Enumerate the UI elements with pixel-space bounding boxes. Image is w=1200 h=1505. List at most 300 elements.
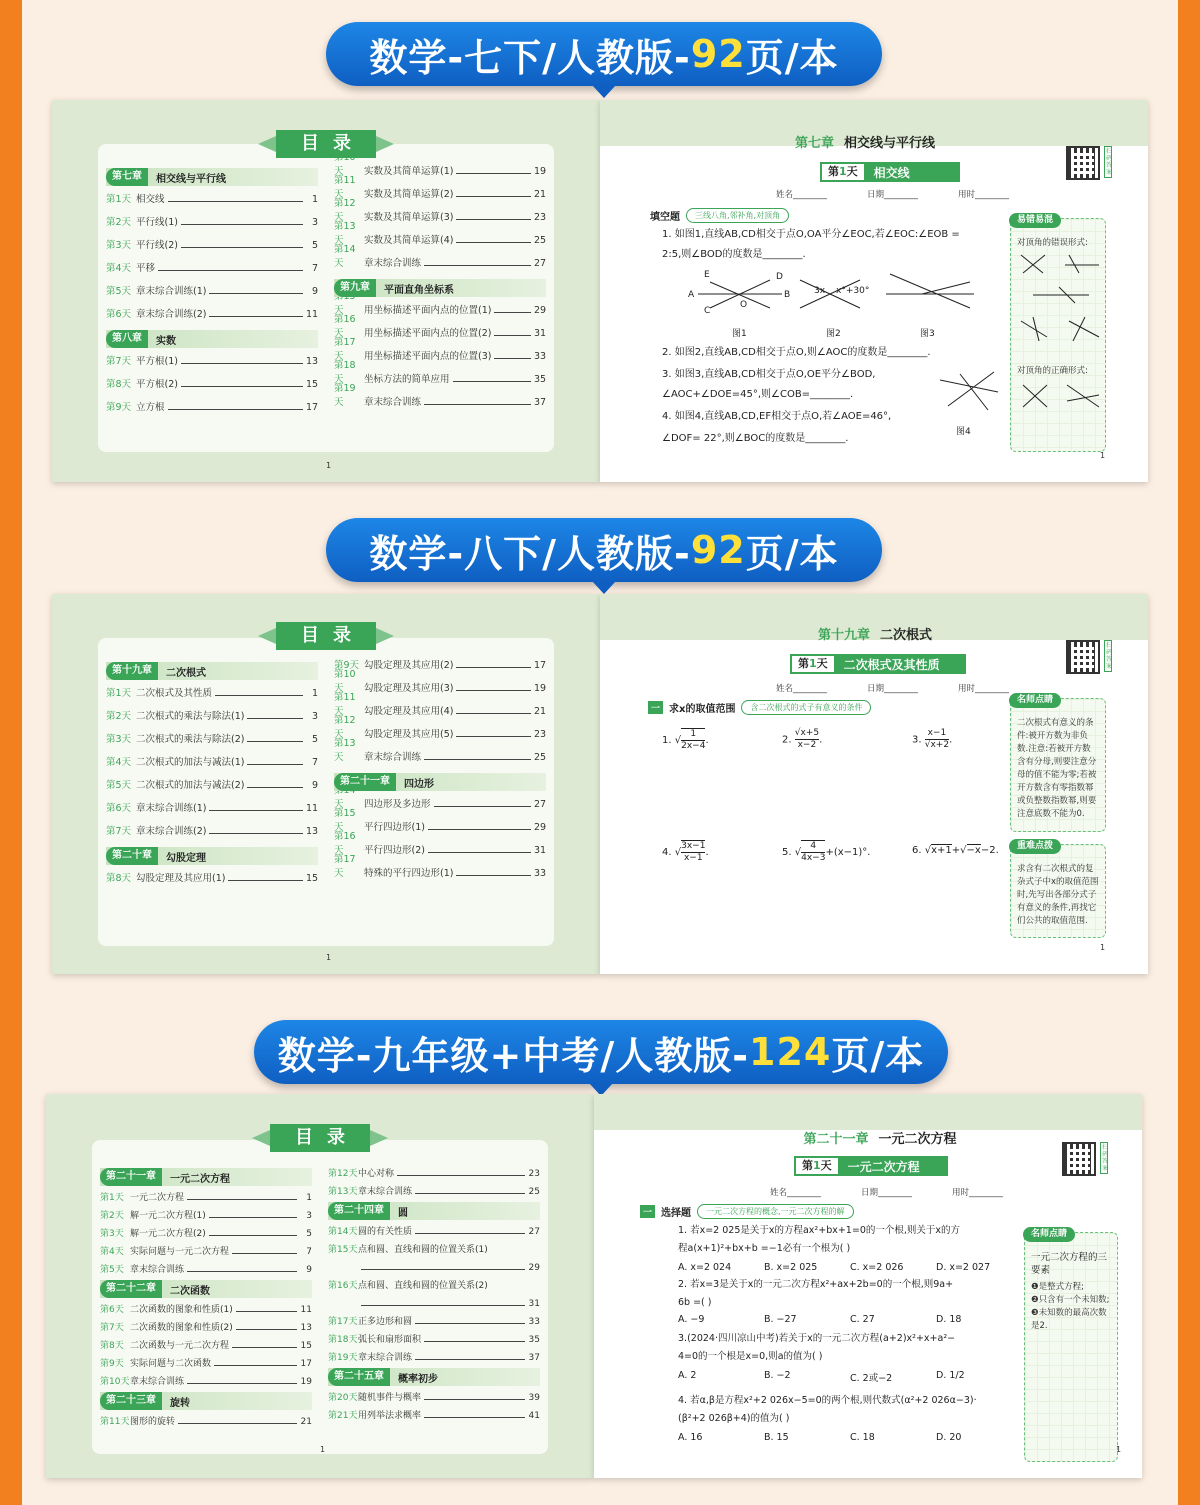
- question-1b: 程a(x+1)²+bx+b =−1必有一个根为( ): [678, 1243, 851, 1254]
- label-o: O: [740, 300, 748, 310]
- toc-entry[interactable]: [334, 658, 546, 671]
- banner-text: 数学-七下/人教版-: [369, 35, 691, 80]
- page-number: 1: [1116, 1445, 1122, 1454]
- toc-page: 33: [534, 868, 547, 879]
- time-field[interactable]: 用时________: [958, 190, 1010, 200]
- toc-title-text: 平行线(2): [136, 240, 178, 251]
- toc-page-grade9: [46, 1094, 594, 1478]
- toc-title-text: 二次函数的图象和性质(1): [130, 1305, 233, 1315]
- toc-title-text: 章末综合训练(1): [136, 803, 207, 814]
- toc-page: 21: [300, 1417, 312, 1427]
- toc-title: 目录: [270, 1124, 370, 1152]
- toc-entry[interactable]: [334, 198, 547, 223]
- chapter-name: 相交线与平行线: [156, 173, 226, 185]
- toc-title-text: 勾股定理及其应用(2): [364, 660, 454, 671]
- toc-page: 31: [528, 1299, 540, 1309]
- toc-entry[interactable]: [106, 778, 318, 791]
- toc-day: 第16天: [328, 1281, 358, 1291]
- root-item-5: 5. √ $\frac{4}{4x-3}$ +(x−1)°.: [782, 841, 871, 863]
- toc-page: 9: [311, 286, 318, 297]
- toc-page: 37: [528, 1353, 540, 1363]
- toc-entry[interactable]: [106, 871, 318, 884]
- key-tip-box: [1010, 841, 1106, 938]
- date-field[interactable]: 日期________: [867, 190, 919, 200]
- label-d: D: [776, 272, 783, 282]
- toc-page: 21: [534, 706, 547, 717]
- banner-text: 数学-九年级+中考/人教版-: [277, 1033, 750, 1078]
- qr-code-icon[interactable]: [1066, 146, 1100, 180]
- toc-day: 第8天: [100, 1341, 124, 1351]
- toc-col-2: [334, 164, 546, 418]
- master-tip-text: 二次根式有意义的条件:被开方数为非负数.注意:若被开方数含有分母,则要注意分母的值不能为零;若被开方数含有零指数幂或负整数指数幂,则要注意底数不能为0.: [1017, 718, 1097, 819]
- toc-page: 27: [534, 799, 547, 810]
- toc-day: 第4天: [100, 1247, 124, 1257]
- toc-leader: [456, 713, 531, 714]
- toc-leader: [236, 1311, 297, 1312]
- toc-title: 目录: [276, 622, 376, 650]
- day-heading: [790, 654, 966, 674]
- toc-entry[interactable]: [334, 303, 546, 316]
- chapter-name: 平面直角坐标系: [384, 284, 454, 296]
- toc-day: 第13天: [334, 221, 356, 246]
- toc-leader: [209, 810, 303, 811]
- question-type-label: 求x的取值范围: [669, 704, 736, 715]
- toc-title-text: 图形的旋转: [130, 1417, 176, 1427]
- toc-page: 21: [534, 189, 547, 200]
- toc-leader: [456, 242, 531, 243]
- option-d[interactable]: D. 20: [936, 1432, 962, 1443]
- knowledge-pill: 含二次根式的式子有意义的条件: [741, 700, 871, 715]
- tip-wrong-forms: 对顶角的错误形式:: [1017, 238, 1088, 248]
- toc-entry[interactable]: [100, 1338, 312, 1351]
- toc-leader: [187, 1271, 297, 1272]
- toc-title-text: 用坐标描述平面内点的位置(1): [364, 305, 492, 316]
- toc-entry[interactable]: [334, 692, 547, 717]
- toc-title-text: 一元二次方程: [130, 1193, 185, 1203]
- toc-title-text: 实数及其简单运算(3): [364, 212, 454, 223]
- toc-day: 第10天: [334, 669, 356, 694]
- toc-day: 第17天: [334, 337, 356, 362]
- toc-entry[interactable]: [106, 686, 318, 699]
- toc-entry[interactable]: [328, 1314, 540, 1327]
- toc-entry[interactable]: [334, 831, 547, 856]
- question-type: [648, 700, 871, 715]
- figure-4-caption: 图4: [956, 427, 971, 437]
- name-field[interactable]: 姓名________: [770, 1188, 822, 1198]
- toc-col-2: [328, 1166, 540, 1426]
- knowledge-pill: 一元二次方程的概念,一元二次方程的解: [697, 1204, 854, 1219]
- option-a[interactable]: A. −9: [678, 1314, 705, 1325]
- toc-day: 第6天: [100, 1305, 124, 1315]
- page-number: 1: [1100, 943, 1106, 952]
- chapter-name: 旋转: [170, 1397, 190, 1409]
- toc-leader: [415, 1323, 525, 1324]
- toc-chapter-header: [334, 279, 546, 297]
- question-2: 2. 如图2,直线AB,CD相交于点O,则∠AOC的度数是________.: [662, 347, 931, 358]
- toc-page: 15: [300, 1341, 312, 1351]
- toc-day: 第13天: [334, 738, 356, 763]
- option-c[interactable]: C. 2或−2: [850, 1373, 893, 1384]
- toc-entry[interactable]: [106, 400, 318, 413]
- toc-entry[interactable]: [100, 1226, 312, 1239]
- time-field[interactable]: 用时________: [952, 1188, 1004, 1198]
- toc-page: 5: [311, 240, 318, 251]
- toc-leader: [181, 247, 303, 248]
- toc-title-text: 中心对称: [358, 1169, 395, 1179]
- chapter-tag: 第九章: [334, 279, 376, 297]
- toc-entry[interactable]: [334, 797, 546, 810]
- option-c[interactable]: C. 27: [850, 1314, 875, 1325]
- toc-day: 第9天: [334, 660, 360, 671]
- toc-leader: [424, 404, 531, 405]
- option-b[interactable]: B. x=2 025: [764, 1262, 818, 1273]
- toc-entry[interactable]: [106, 755, 318, 768]
- toc-day: 第6天: [106, 309, 132, 320]
- banner-suffix: 页/本: [745, 35, 839, 80]
- toc-entry[interactable]: [328, 1224, 540, 1237]
- toc-day: 第1天: [106, 194, 132, 205]
- toc-entry[interactable]: [334, 383, 547, 408]
- knowledge-pill: 三线八角,邻补角,对顶角: [686, 208, 789, 223]
- toc-entry[interactable]: [106, 261, 318, 274]
- toc-entry[interactable]: [106, 215, 318, 228]
- name-field[interactable]: 姓名________: [776, 684, 828, 694]
- lesson-page-grade9: [594, 1094, 1142, 1478]
- figure-1-caption: 图1: [732, 329, 747, 339]
- toc-entry[interactable]: [328, 1260, 540, 1273]
- option-d[interactable]: D. x=2 027: [936, 1262, 991, 1273]
- toc-entry[interactable]: [334, 669, 547, 694]
- toc-page-grade7: [52, 100, 600, 482]
- toc-leader: [247, 741, 303, 742]
- key-tip-title: 重难点拨: [1009, 839, 1061, 854]
- toc-title-text: 章末综合训练: [358, 1353, 413, 1363]
- chapter-name: 二次根式: [880, 628, 933, 643]
- toc-entry[interactable]: [334, 164, 546, 177]
- banner-suffix: 页/本: [831, 1033, 925, 1078]
- toc-chapter-header: [106, 168, 318, 186]
- toc-day: 天: [334, 799, 344, 810]
- chapter-tag: 第二十一章: [100, 1168, 162, 1186]
- angle-label-2: x°+30°: [836, 286, 870, 296]
- root-item-4: 4. √ $\frac{3x-1}{x-1}$ .: [662, 841, 709, 863]
- toc-entry[interactable]: [334, 244, 547, 269]
- toc-entry[interactable]: [100, 1320, 312, 1333]
- toc-leader: [456, 690, 531, 691]
- toc-entry[interactable]: [106, 801, 318, 814]
- toc-page: 13: [300, 1323, 312, 1333]
- option-d[interactable]: D. 18: [936, 1314, 962, 1325]
- toc-title-text: 相交线: [136, 194, 165, 205]
- question-3a: 3. 如图3,直线AB,CD相交于点O,OE平分∠BOD,: [662, 369, 876, 380]
- toc-day: 第1天: [100, 1193, 124, 1203]
- section-mark: 一: [640, 1205, 655, 1218]
- toc-chapter-header: [328, 1368, 540, 1386]
- toc-day: 第13天: [328, 1187, 358, 1197]
- qr-code-icon[interactable]: [1062, 1142, 1096, 1176]
- option-b[interactable]: B. −2: [764, 1370, 791, 1381]
- toc-leader: [434, 806, 531, 807]
- label-e: E: [704, 270, 710, 280]
- toc-entry[interactable]: [328, 1278, 540, 1291]
- toc-title-text: 坐标方法的简单应用: [364, 374, 450, 385]
- toc-day: 第12天: [334, 715, 356, 740]
- toc-entry[interactable]: [328, 1390, 540, 1403]
- toc-entry[interactable]: [100, 1356, 312, 1369]
- toc-leader: [181, 386, 303, 387]
- toc-entry[interactable]: [100, 1414, 312, 1427]
- toc-page: 31: [534, 845, 547, 856]
- question-1a: 1. 如图1,直线AB,CD相交于点O,OA平分∠EOC,若∠EOC:∠EOB =: [662, 229, 960, 240]
- toc-chapter-header: [328, 1202, 540, 1220]
- date-field[interactable]: 日期________: [867, 684, 919, 694]
- question-3-options: [678, 1370, 1022, 1384]
- toc-leader: [456, 875, 531, 876]
- toc-entry[interactable]: [106, 284, 318, 297]
- master-tip-item-1: ❶是整式方程;: [1031, 1282, 1084, 1292]
- toc-entry[interactable]: [106, 307, 318, 320]
- date-field[interactable]: 日期________: [861, 1188, 913, 1198]
- toc-entry[interactable]: [106, 709, 318, 722]
- chapter-name: 一元二次方程: [878, 1132, 957, 1147]
- toc-day: 第18天: [334, 360, 356, 385]
- toc-col-1: [106, 658, 318, 894]
- toc-page: 1: [306, 1193, 312, 1203]
- toc-page: 31: [534, 328, 547, 339]
- toc-leader: [456, 173, 531, 174]
- toc-leader: [424, 759, 531, 760]
- toc-day: 第11天: [334, 692, 356, 717]
- toc-title-text: 实数及其简单运算(2): [364, 189, 454, 200]
- toc-leader: [424, 1399, 525, 1400]
- toc-title-text: 平移: [136, 263, 156, 274]
- toc-title-text: 勾股定理及其应用(1): [136, 873, 226, 884]
- toc-entry[interactable]: [334, 738, 547, 763]
- toc-title-text: 二次根式的乘法与除法(1): [136, 711, 245, 722]
- name-field[interactable]: 姓名________: [776, 190, 828, 200]
- toc-title-text: 实数及其简单运算(1): [364, 166, 454, 177]
- toc-title-text: 平行四边形(2): [364, 845, 425, 856]
- toc-leader: [494, 358, 531, 359]
- figure-3-caption: 图3: [920, 329, 935, 339]
- toc-entry[interactable]: [106, 824, 318, 837]
- toc-page: 35: [528, 1335, 540, 1345]
- toc-page: 15: [306, 379, 319, 390]
- master-tip-item-2: ❷只含有一个未知数;: [1031, 1295, 1110, 1305]
- toc-entry[interactable]: [100, 1302, 312, 1315]
- toc-title-text: 章末综合训练: [364, 752, 422, 763]
- qr-code-icon[interactable]: [1066, 640, 1100, 674]
- toc-leader: [187, 1199, 297, 1200]
- toc-title-text: 二次根式及其性质: [136, 688, 213, 699]
- toc-entry[interactable]: [334, 175, 547, 200]
- toc-leader: [453, 381, 531, 382]
- toc-page: 25: [528, 1187, 540, 1197]
- question-4-options: [678, 1432, 1022, 1443]
- toc-entry[interactable]: [328, 1332, 540, 1345]
- toc-title-text: 弧长和扇形面积: [358, 1335, 422, 1345]
- option-a[interactable]: A. 2: [678, 1370, 697, 1381]
- toc-entry[interactable]: [100, 1208, 312, 1221]
- page-number: 1: [326, 461, 332, 470]
- toc-page: 3: [311, 217, 318, 228]
- option-b[interactable]: B. −27: [764, 1314, 797, 1325]
- day-name: 相交线: [873, 165, 910, 180]
- toc-leader: [228, 880, 303, 881]
- toc-leader: [494, 312, 531, 313]
- master-tip-item-3: ❸未知数的最高次数是2.: [1031, 1308, 1107, 1331]
- toc-day: 第4天: [106, 263, 132, 274]
- question-4b: (β²+2 026β+4)的值为( ): [678, 1413, 790, 1424]
- toc-chapter-header: [334, 773, 546, 791]
- toc-page-grade8: [52, 594, 600, 974]
- master-tip-lead: 一元二次方程的三要素: [1031, 1252, 1108, 1276]
- toc-entry[interactable]: [328, 1166, 540, 1179]
- question-type: [650, 208, 789, 223]
- toc-title-text: 章末综合训练: [130, 1377, 185, 1387]
- toc-entry[interactable]: [106, 377, 318, 390]
- toc-day: 第9天: [100, 1359, 124, 1369]
- banner-text: 数学-八下/人教版-: [369, 531, 691, 576]
- toc-entry[interactable]: [328, 1242, 540, 1255]
- toc-day: 第7天: [106, 826, 132, 837]
- toc-entry[interactable]: [328, 1350, 540, 1363]
- toc-entry[interactable]: [334, 360, 547, 385]
- option-d[interactable]: D. 1/2: [936, 1370, 965, 1381]
- toc-day: 第3天: [106, 240, 132, 251]
- header-band: [594, 1094, 1142, 1130]
- banner-pages: 92: [690, 32, 746, 76]
- chapter-number: 第十九章: [817, 628, 870, 643]
- toc-leader: [236, 1329, 297, 1330]
- toc-page: 29: [528, 1263, 540, 1273]
- toc-page: 1: [311, 194, 318, 205]
- option-c[interactable]: C. x=2 026: [850, 1262, 904, 1273]
- toc-day: 第10天: [100, 1377, 130, 1387]
- toc-entry[interactable]: [334, 314, 547, 339]
- toc-entry[interactable]: [334, 715, 547, 740]
- toc-entry[interactable]: [334, 221, 547, 246]
- toc-entry[interactable]: [328, 1408, 540, 1421]
- toc-entry[interactable]: [334, 854, 547, 879]
- banner-grade8: [326, 518, 882, 582]
- toc-page: 39: [528, 1393, 540, 1403]
- toc-panel: [92, 1140, 548, 1454]
- toc-leader: [428, 829, 531, 830]
- wrong-forms-diagram: [1019, 251, 1103, 351]
- toc-day: 第3天: [106, 734, 132, 745]
- toc-title-text: 章末综合训练: [364, 258, 422, 269]
- chapter-tag: 第二十四章: [328, 1202, 390, 1220]
- question-type-label: 选择题: [661, 1208, 692, 1219]
- toc-day: 第14天: [328, 1227, 358, 1237]
- toc-leader: [456, 196, 531, 197]
- toc-entry[interactable]: [106, 354, 318, 367]
- toc-title-text: 四边形及多边形: [364, 799, 431, 810]
- toc-page: 9: [311, 780, 318, 791]
- toc-title-text: 点和圆、直线和圆的位置关系(1): [358, 1245, 488, 1255]
- banner-pages: 92: [690, 528, 746, 572]
- toc-page: 9: [306, 1265, 312, 1275]
- toc-title: 目录: [276, 130, 376, 158]
- toc-title-text: 实际问题与二次函数: [130, 1359, 212, 1369]
- toc-title-text: 章末综合训练(2): [136, 826, 207, 837]
- toc-entry[interactable]: [334, 808, 547, 833]
- question-3b: 4=0的一个根是x=0,则a的值为( ): [678, 1351, 823, 1362]
- toc-title-text: 用坐标描述平面内点的位置(2): [364, 328, 492, 339]
- toc-leader: [397, 1175, 525, 1176]
- toc-entry[interactable]: [328, 1296, 540, 1309]
- toc-day: 第19天: [334, 383, 356, 408]
- question-2a: 2. 若x=3是关于x的一元二次方程x²+ax+2b=0的一个根,则9a+: [678, 1279, 954, 1290]
- toc-entry[interactable]: [106, 732, 318, 745]
- toc-page: 23: [528, 1169, 540, 1179]
- toc-page: 5: [311, 734, 318, 745]
- toc-entry[interactable]: [106, 238, 318, 251]
- toc-title-text: 章末综合训练(2): [136, 309, 207, 320]
- chapter-name: 二次函数: [170, 1285, 210, 1297]
- toc-title-text: 解一元二次方程(1): [130, 1211, 206, 1221]
- master-tip-box: [1024, 1229, 1118, 1462]
- toc-page: 7: [311, 263, 318, 274]
- question-1-options: [678, 1262, 1022, 1273]
- time-field[interactable]: 用时________: [958, 684, 1010, 694]
- toc-entry[interactable]: [100, 1190, 312, 1203]
- toc-leader: [415, 1193, 525, 1194]
- day-heading: [794, 1156, 948, 1176]
- toc-entry[interactable]: [100, 1262, 312, 1275]
- toc-day: 第11天: [334, 175, 356, 200]
- question-3b: ∠AOC+∠DOE=45°,则∠COB=________.: [662, 389, 854, 400]
- key-tip-text: 求含有二次根式的复杂式子中x的取值范围时,先写出各部分式子有意义的条件,再找它们公共的取值范围.: [1017, 864, 1099, 926]
- option-b[interactable]: B. 15: [764, 1432, 789, 1443]
- toc-title-text: 特殊的平行四边形(1): [364, 868, 454, 879]
- chapter-heading: [780, 132, 950, 152]
- option-a[interactable]: A. 16: [678, 1432, 703, 1443]
- toc-entry[interactable]: [328, 1184, 540, 1197]
- toc-panel: [98, 144, 554, 452]
- toc-entry[interactable]: [100, 1244, 312, 1257]
- toc-leader: [361, 1305, 525, 1306]
- toc-entry[interactable]: [100, 1374, 312, 1387]
- tip-title: 易错易混: [1009, 213, 1061, 228]
- toc-page: 35: [534, 374, 547, 385]
- option-c[interactable]: C. 18: [850, 1432, 875, 1443]
- chapter-name: 实数: [156, 335, 176, 347]
- chapter-tag: 第二十一章: [334, 773, 396, 791]
- question-1a: 1. 若x=2 025是关于x的方程ax²+bx+1=0的一个根,则关于x的方: [678, 1225, 960, 1236]
- day-label: 第1天: [796, 1158, 838, 1174]
- toc-day: 第17天: [328, 1317, 358, 1327]
- toc-title-text: 平行四边形(1): [364, 822, 425, 833]
- toc-leader: [424, 1341, 525, 1342]
- toc-entry[interactable]: [106, 192, 318, 205]
- chapter-tag: 第七章: [106, 168, 148, 186]
- toc-title-text: 章末综合训练: [358, 1187, 413, 1197]
- toc-day: 第16天: [334, 831, 356, 856]
- toc-page: 17: [306, 402, 319, 413]
- toc-leader: [428, 852, 531, 853]
- banner-pages: 124: [749, 1030, 832, 1074]
- toc-day: 第18天: [328, 1335, 358, 1345]
- toc-day: 第2天: [106, 217, 132, 228]
- toc-title-text: 解一元二次方程(2): [130, 1229, 206, 1239]
- section-mark: 一: [648, 701, 663, 714]
- toc-title-text: 平方根(2): [136, 379, 178, 390]
- toc-entry[interactable]: [334, 337, 547, 362]
- option-a[interactable]: A. x=2 024: [678, 1262, 732, 1273]
- figure-2-caption: 图2: [826, 329, 841, 339]
